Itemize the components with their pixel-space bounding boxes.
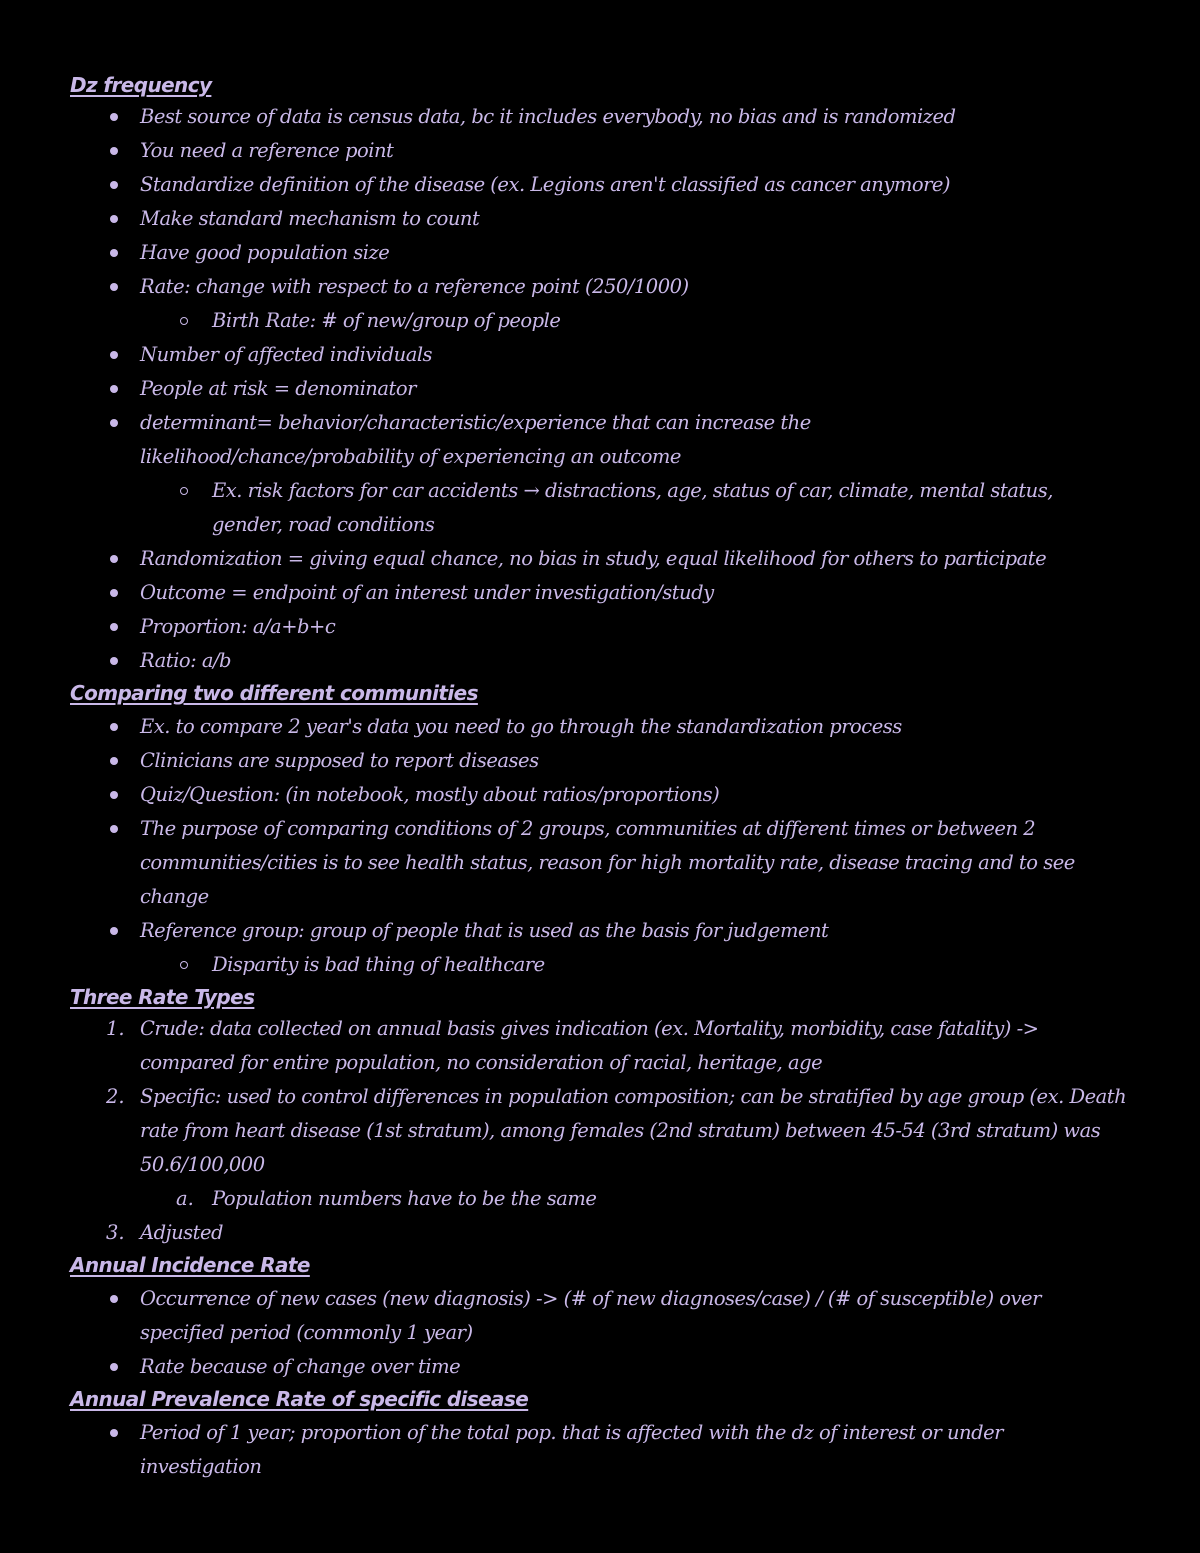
list-item: Rate because of change over time <box>140 1355 461 1378</box>
bullet-icon <box>110 825 118 833</box>
bullet-icon <box>110 147 118 155</box>
list-number: 3. <box>106 1221 125 1244</box>
list-item: Proportion: a/a+b+c <box>140 615 336 638</box>
section-heading-three-rate-types: Three Rate Types <box>70 985 255 1009</box>
numbered-item: Specific: used to control differences in population composition; can be stratified by age group (ex. Death rate from heart disease (1st stratum), among females (2nd stratum) between 45-54 (3rd stratum) was 50.6/100,000 <box>140 1085 1127 1176</box>
circle-bullet-icon <box>180 487 188 495</box>
section-heading-annual-prevalence-rate: Annual Prevalence Rate of specific disease <box>70 1387 529 1411</box>
list-item: Reference group: group of people that is used as the basis for judgement <box>140 919 829 942</box>
list-item: Ratio: a/b <box>140 649 232 672</box>
bullet-icon <box>110 723 118 731</box>
bullet-icon <box>110 927 118 935</box>
list-number: 1. <box>106 1017 125 1040</box>
circle-bullet-icon <box>180 961 188 969</box>
bullet-icon <box>110 283 118 291</box>
list-item: Clinicians are supposed to report diseases <box>140 749 539 772</box>
bullet-icon <box>110 113 118 121</box>
section-heading-dz-frequency: Dz frequency <box>70 73 212 97</box>
bullet-icon <box>110 791 118 799</box>
list-item: Ex. to compare 2 year's data you need to go through the standardization process <box>140 715 902 738</box>
list-item: People at risk = denominator <box>140 377 416 400</box>
bullet-icon <box>110 181 118 189</box>
bullet-icon <box>110 589 118 597</box>
bullet-icon <box>110 249 118 257</box>
bullet-icon <box>110 385 118 393</box>
list-item: The purpose of comparing conditions of 2 groups, communities at different times or between 2 communities/cities is to see health status, reason for high mortality rate, disease tracing and to see change <box>140 817 1075 908</box>
bullet-icon <box>110 555 118 563</box>
list-item: Rate: change with respect to a reference point (250/1000) <box>140 275 689 298</box>
bullet-icon <box>110 215 118 223</box>
sub-list-item: Birth Rate: # of new/group of people <box>212 309 561 332</box>
bullet-icon <box>110 1295 118 1303</box>
bullet-icon <box>110 1363 118 1371</box>
sub-list-item: Ex. risk factors for car accidents → distractions, age, status of car, climate, mental status, gender, road conditions <box>212 479 1053 536</box>
list-item: Quiz/Question: (in notebook, mostly about ratios/proportions) <box>140 783 720 806</box>
section-heading-comparing-communities: Comparing two different communities <box>70 681 478 705</box>
bullet-icon <box>110 351 118 359</box>
list-item: Number of affected individuals <box>140 343 433 366</box>
list-item: Standardize definition of the disease (ex. Legions aren't classified as cancer anymore) <box>140 173 951 196</box>
list-letter: a. <box>176 1187 194 1210</box>
list-item: You need a reference point <box>140 139 394 162</box>
list-item: Best source of data is census data, bc it includes everybody, no bias and is randomized <box>140 105 956 128</box>
circle-bullet-icon <box>180 317 188 325</box>
bullet-icon <box>110 623 118 631</box>
bullet-icon <box>110 657 118 665</box>
bullet-icon <box>110 419 118 427</box>
numbered-item: Crude: data collected on annual basis gives indication (ex. Mortality, morbidity, case fatality) -> compared for entire population, no consideration of racial, heritage, age <box>140 1017 1039 1074</box>
list-item: determinant= behavior/characteristic/experience that can increase the likelihood/chance/probability of experiencing an outcome <box>140 411 811 468</box>
section-heading-annual-incidence-rate: Annual Incidence Rate <box>70 1253 310 1277</box>
numbered-item: Adjusted <box>140 1221 224 1244</box>
list-item: Occurrence of new cases (new diagnosis) -> (# of new diagnoses/case) / (# of susceptible) over specified period (commonly 1 year) <box>140 1287 1041 1344</box>
list-item: Outcome = endpoint of an interest under investigation/study <box>140 581 714 604</box>
list-item: Have good population size <box>140 241 390 264</box>
sub-list-item: Population numbers have to be the same <box>212 1187 597 1210</box>
list-item: Randomization = giving equal chance, no bias in study, equal likelihood for others to participate <box>140 547 1047 570</box>
bullet-icon <box>110 1429 118 1437</box>
sub-list-item: Disparity is bad thing of healthcare <box>212 953 545 976</box>
list-number: 2. <box>106 1085 125 1108</box>
list-item: Make standard mechanism to count <box>140 207 480 230</box>
bullet-icon <box>110 757 118 765</box>
list-item: Period of 1 year; proportion of the total pop. that is affected with the dz of interest or under investigation <box>140 1421 1003 1478</box>
